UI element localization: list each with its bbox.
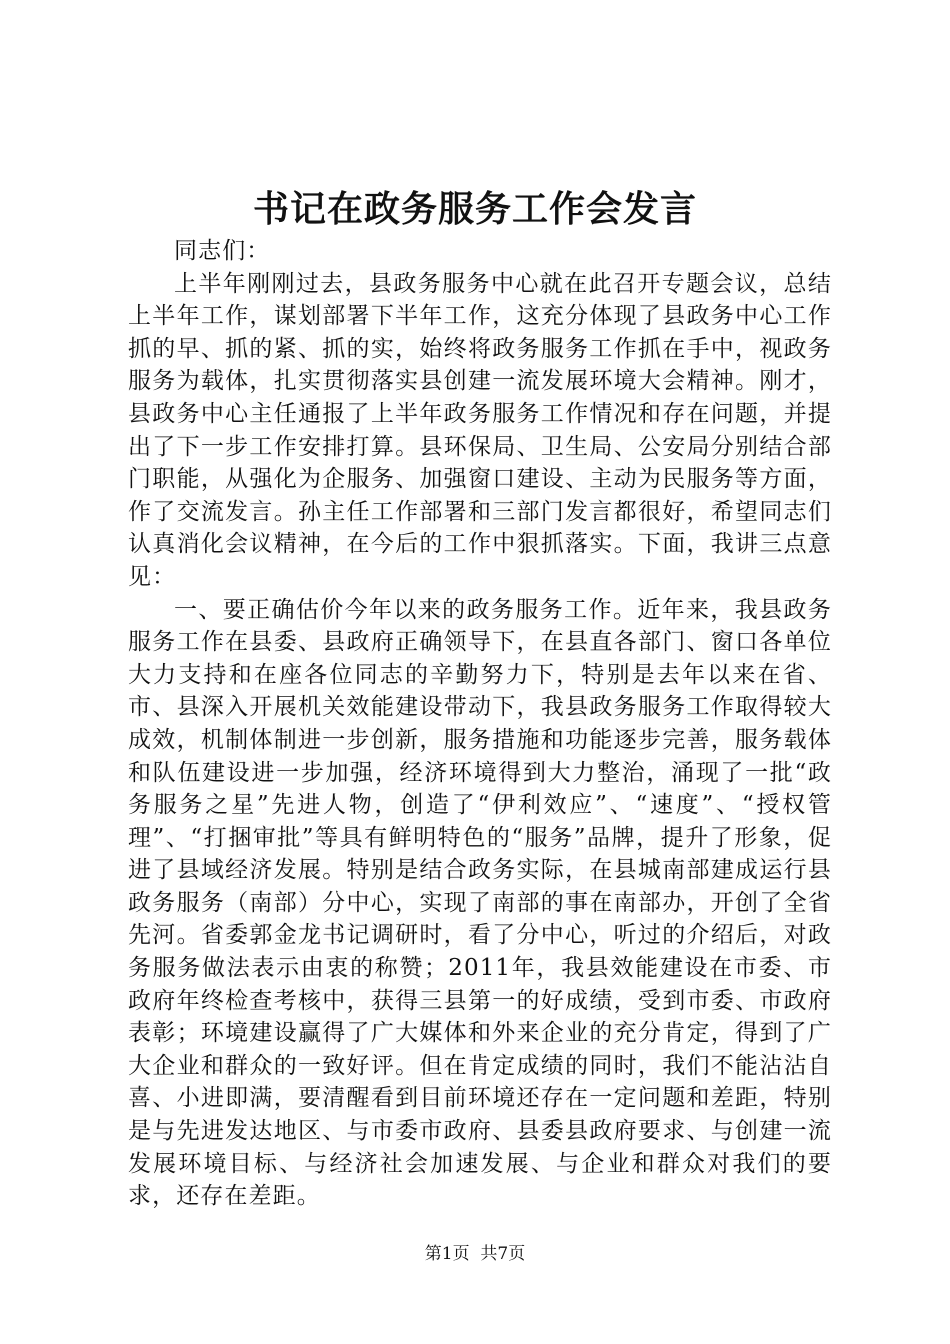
page-number: 第1页 共7页 [424, 1244, 526, 1264]
document-title: 书记在政务服务工作会发言 [252, 188, 697, 230]
greeting: 同志们： [174, 238, 271, 264]
paragraph-point-one: 一、要正确估价今年以来的政务服务工作。近年来，我县政务服务工作在县委、县政府正确领导下，在县直各部门、窗口各单位大力支持和在座各位同志的辛勤努力下，特别是去年以来在省、市、县深入开展机关效能建设带动下，我县政务服务工作取得较大成效，机制体制进一步创新，服务措施和功能逐步完善，服务载体和队伍建设进一步加强，经济环境得到大力整治，涌现了一批“政务服务之星”先进人物，创造了“伊利效应”、“速度”、“授权管理”、“打捆审批”等具有鲜明特色的“服务”品牌，提升了形象，促进了县域经济发展。特别是结合政务实际，在县城南部建成运行县政务服务（南部）分中心，实现了南部的事在南部办，开创了全省先河。省委郭金龙书记调研时，看了分中心，听过的介绍后，对政务服务做法表示由衷的称赞；2011年，我县效能建设在市委、市政府年终检查考核中，获得三县第一的好成绩，受到市委、市政府表彰；环境建设赢得了广大媒体和外来企业的充分肯定，得到了广大企业和群众的一致好评。但在肯定成绩的同时，我们不能沾沾自喜、小进即满，要清醒看到目前环境还存在一定问题和差距，特别是与先进发达地区、与市委市政府、县委县政府要求、与创建一流发展环境目标、与经济社会加速发展、与企业和群众对我们的要求，还存在差距。 [128, 596, 832, 1210]
paragraph-intro: 上半年刚刚过去，县政务服务中心就在此召开专题会议，总结上半年工作，谋划部署下半年工作，这充分体现了县政务中心工作抓的早、抓的紧、抓的实，始终将政务服务工作抓在手中，视政务服务为载体，扎实贯彻落实县创建一流发展环境大会精神。刚才，县政务中心主任通报了上半年政务服务工作情况和存在问题，并提出了下一步工作安排打算。县环保局、卫生局、公安局分别结合部门职能，从强化为企服务、加强窗口建设、主动为民服务等方面，作了交流发言。孙主任工作部署和三部门发言都很好，希望同志们认真消化会议精神，在今后的工作中狠抓落实。下面，我讲三点意见： [128, 270, 832, 590]
document-body [128, 235, 832, 1213]
page-footer [0, 1242, 950, 1266]
